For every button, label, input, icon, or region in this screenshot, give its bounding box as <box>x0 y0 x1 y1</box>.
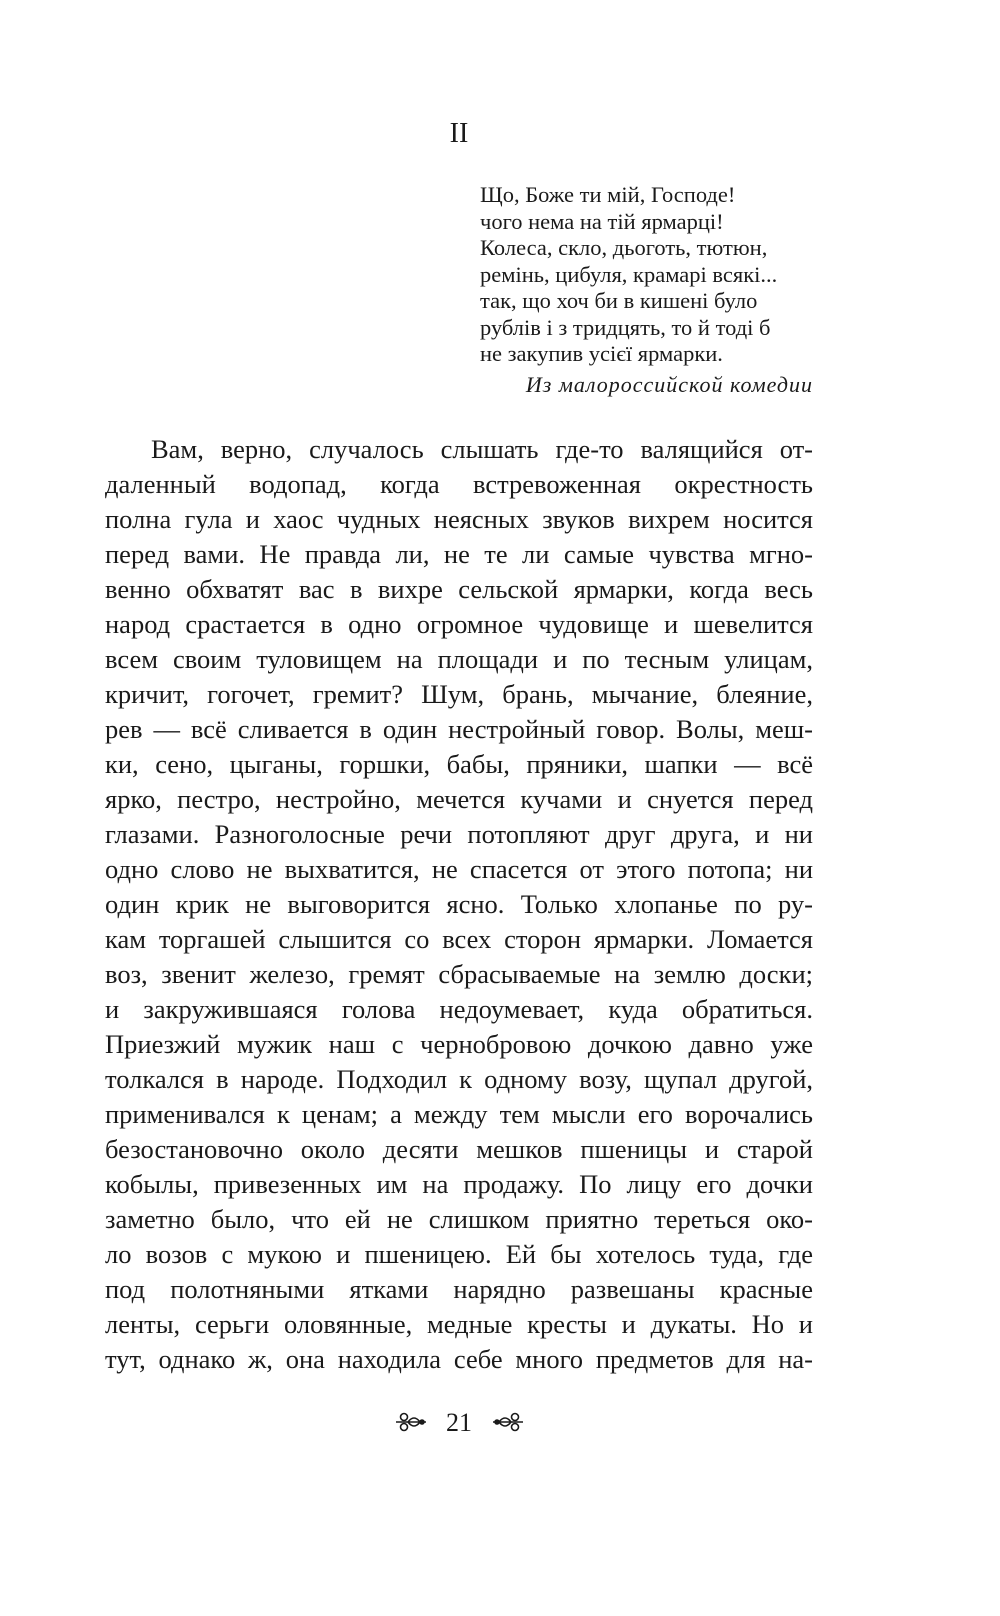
epigraph-line: Колеса, скло, дьоготь, тютюн, <box>480 235 768 260</box>
body-line: и закружившаяся голова недоумевает, куда обратиться. <box>105 994 813 1024</box>
page-number: 21 <box>446 1408 472 1437</box>
body-line: воз, звенит железо, гремят сбрасываемые на землю доски; <box>105 959 813 989</box>
body-line: кобылы, привезенных им на продажу. По лицу его дочки <box>105 1169 813 1199</box>
epigraph-source: Из малороссийской комедии <box>525 372 813 397</box>
body-line: применивался к ценам; а между тем мысли его ворочались <box>105 1099 813 1129</box>
epigraph-line: рублів і з тридцять, то й тоді б <box>480 314 771 340</box>
body-line: кричит, гогочет, гремит? Шум, брань, мычание, блеяние, <box>105 679 813 709</box>
body-text <box>105 432 813 1377</box>
body-line: одно слово не выхватится, не спасется от этого потопа; ни <box>105 854 813 884</box>
ornament-right-icon <box>491 1410 525 1440</box>
body-line: под полотняными ятками нарядно развешаны красные <box>105 1274 813 1304</box>
body-line: кам торгашей слышится со всех сторон ярмарки. Ломается <box>105 924 813 954</box>
body-line: всем своим туловищем на площади и по тесным улицам, <box>105 644 813 674</box>
body-line: толкался в народе. Подходил к одному возу, щупал другой, <box>105 1064 813 1094</box>
epigraph-line: чого нема на тій ярмарці! <box>480 208 724 234</box>
epigraph-line: так, що хоч би в кишені було <box>480 288 758 313</box>
body-line: заметно было, что ей не слишком приятно тереться око- <box>105 1204 813 1234</box>
body-line: полна гула и хаос чудных неясных звуков вихрем носится <box>105 504 813 534</box>
body-line: ло возов с мукою и пшеницею. Ей бы хотелось туда, где <box>105 1239 813 1269</box>
chapter-number: II <box>449 118 469 149</box>
body-line: ярко, пестро, нестройно, мечется кучами и снуется перед <box>105 784 813 814</box>
body-line: Вам, верно, случалось слышать где-то валящийся от- <box>151 434 813 464</box>
body-line: венно обхватят вас в вихре сельской ярмарки, когда весь <box>105 574 813 604</box>
body-line: народ срастается в одно огромное чудовище и шевелится <box>105 609 813 639</box>
epigraph-line: ремінь, цибуля, крамарі всякі... <box>480 261 778 287</box>
epigraph-line: Що, Боже ти мій, Господе! <box>480 182 736 207</box>
body-line: ки, сено, цыганы, горшки, бабы, пряники, шапки — всё <box>105 749 813 779</box>
epigraph <box>480 182 820 368</box>
body-line: один крик не выговорится ясно. Только хлопанье по ру- <box>105 889 813 919</box>
body-line: безостановочно около десяти мешков пшеницы и старой <box>105 1134 813 1164</box>
body-line: тут, однако ж, она находила себе много предметов для на- <box>105 1344 813 1374</box>
body-line: глазами. Разноголосные речи потопляют друг друга, и ни <box>105 819 813 849</box>
body-line: даленный водопад, когда встревоженная окрестность <box>105 469 813 499</box>
ornament-left-icon <box>394 1410 428 1440</box>
body-line: ленты, серьги оловянные, медные кресты и дукаты. Но и <box>105 1309 813 1339</box>
body-line: рев — всё сливается в один нестройный говор. Волы, меш- <box>105 714 813 744</box>
body-line: Приезжий мужик наш с чернобровою дочкою давно уже <box>105 1029 813 1059</box>
page-footer <box>0 1408 918 1440</box>
body-line: перед вами. Не правда ли, не те ли самые чувства мгно- <box>105 539 813 569</box>
epigraph-line: не закупив усієї ярмарки. <box>480 341 723 366</box>
